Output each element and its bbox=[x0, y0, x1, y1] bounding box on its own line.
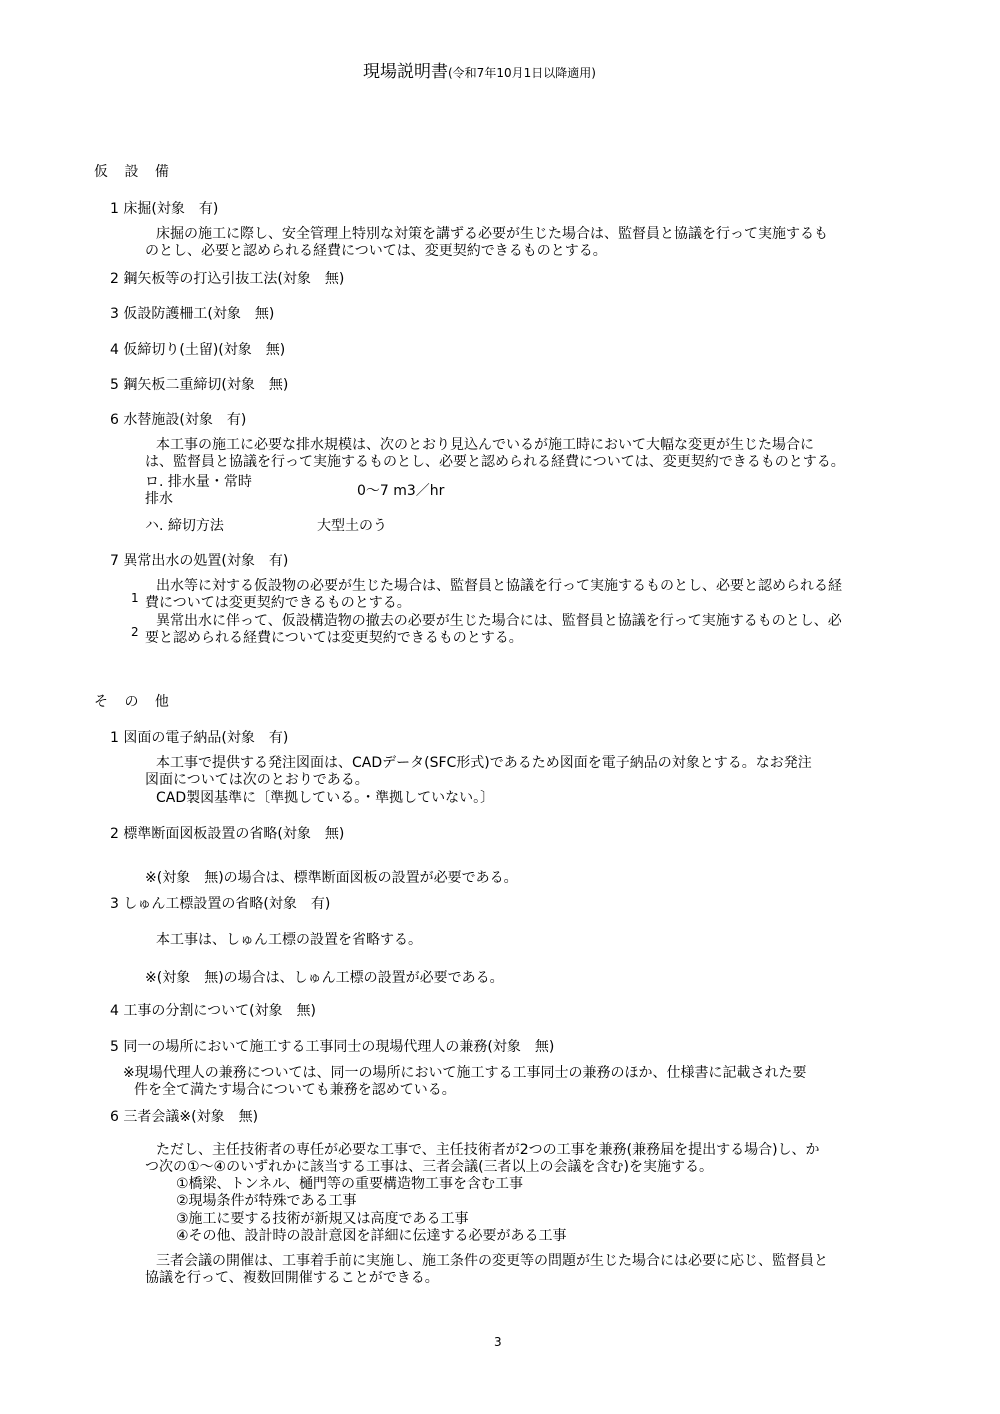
s2-item-6-list-4: ④その他、設計時の設計意図を詳細に伝達する必要がある工事 bbox=[176, 1228, 567, 1244]
item-1-text-line2: のとし、必要と認められる経費については、変更契約できるものとする。 bbox=[145, 243, 607, 259]
item-2-label: 2 鋼矢板等の打込引抜工法(対象 無) bbox=[110, 271, 345, 287]
s2-item-5-line1: ※現場代理人の兼務については、同一の場所において施工する工事同士の兼務のほか、仕様書に記載された要 bbox=[123, 1065, 807, 1081]
page-title bbox=[363, 64, 596, 82]
section-heading-kasetsubi: 仮 設 備 bbox=[94, 164, 175, 180]
title-main: 現場説明書 bbox=[363, 62, 448, 82]
s2-item-6-list-2: ②現場条件が特殊である工事 bbox=[176, 1193, 357, 1209]
s2-item-3-label: 3 しゅん工標設置の省略(対象 有) bbox=[110, 896, 331, 912]
title-note: (令和7年10月1日以降適用) bbox=[448, 66, 596, 80]
item-5-label: 5 鋼矢板二重締切(対象 無) bbox=[110, 377, 289, 393]
item-7-label: 7 異常出水の処置(対象 有) bbox=[110, 553, 289, 569]
item-6-text-line1: 本工事の施工に必要な排水規模は、次のとおり見込んでいるが施工時において大幅な変更が生じた場合に bbox=[156, 437, 814, 453]
s2-item-4-label: 4 工事の分割について(対象 無) bbox=[110, 1003, 317, 1019]
item-6-ha-label: ハ. 締切方法 bbox=[145, 518, 224, 534]
item-6-ha-value: 大型土のう bbox=[317, 518, 387, 534]
s2-item-6-label: 6 三者会議※(対象 無) bbox=[110, 1109, 259, 1125]
s2-item-1-line1: 本工事で提供する発注図面は、CADデータ(SFC形式)であるため図面を電子納品の対象とする。なお発注 bbox=[156, 755, 812, 771]
item-7-sub1-line1: 出水等に対する仮設物の必要が生じた場合は、監督員と協議を行って実施するものとし、必要と認められる経 bbox=[156, 578, 842, 594]
s2-item-2-label: 2 標準断面図板設置の省略(対象 無) bbox=[110, 826, 345, 842]
s2-item-3-line: 本工事は、しゅん工標の設置を省略する。 bbox=[156, 932, 422, 948]
s2-item-6-line2: つ次の①～④のいずれかに該当する工事は、三者会議(三者以上の会議を含む)を実施する。 bbox=[145, 1159, 714, 1175]
s2-item-6-list-1: ①橋梁、トンネル、樋門等の重要構造物工事を含む工事 bbox=[176, 1176, 524, 1192]
item-6-text-line2: は、監督員と協議を行って実施するものとし、必要と認められる経費については、変更契約できるものとする。 bbox=[145, 454, 845, 470]
s2-item-3-note: ※(対象 無)の場合は、しゅん工標の設置が必要である。 bbox=[145, 970, 504, 986]
item-6-label: 6 水替施設(対象 有) bbox=[110, 412, 247, 428]
item-6-ro-value: 0～7 m3／hr bbox=[357, 483, 445, 499]
s2-item-1-line2: 図面については次のとおりである。 bbox=[145, 772, 369, 788]
item-6-ro-label2: 排水 bbox=[145, 491, 173, 507]
item-1-label: 1 床掘(対象 有) bbox=[110, 201, 219, 217]
item-4-label: 4 仮締切り(土留)(対象 無) bbox=[110, 342, 286, 358]
s2-item-2-note: ※(対象 無)の場合は、標準断面図板の設置が必要である。 bbox=[145, 870, 518, 886]
item-7-sub2-number: 2 bbox=[131, 625, 139, 639]
item-7-sub2-line1: 異常出水に伴って、仮設構造物の撤去の必要が生じた場合には、監督員と協議を行って実施するものとし、必 bbox=[156, 613, 842, 629]
s2-item-6-closing-1: 三者会議の開催は、工事着手前に実施し、施工条件の変更等の問題が生じた場合には必要に応じ、監督員と bbox=[156, 1253, 828, 1269]
item-6-ro-label1: ロ. 排水量・常時 bbox=[145, 474, 252, 490]
s2-item-6-line1: ただし、主任技術者の専任が必要な工事で、主任技術者が2つの工事を兼務(兼務届を提出する場合)し、か bbox=[156, 1142, 820, 1158]
item-7-sub1-number: 1 bbox=[131, 591, 139, 605]
item-7-sub1-line2: 費については変更契約できるものとする。 bbox=[145, 595, 411, 611]
section-heading-sonota: そ の 他 bbox=[94, 694, 175, 710]
item-3-label: 3 仮設防護柵工(対象 無) bbox=[110, 306, 275, 322]
s2-item-6-closing-2: 協議を行って、複数回開催することができる。 bbox=[145, 1270, 439, 1286]
page-number: 3 bbox=[494, 1335, 502, 1349]
s2-item-5-label: 5 同一の場所において施工する工事同士の現場代理人の兼務(対象 無) bbox=[110, 1039, 555, 1055]
item-1-text-line1: 床掘の施工に際し、安全管理上特別な対策を講ずる必要が生じた場合は、監督員と協議を行って実施するも bbox=[156, 226, 828, 242]
item-7-sub2-line2: 要と認められる経費については変更契約できるものとする。 bbox=[145, 630, 523, 646]
s2-item-6-list-3: ③施工に要する技術が新規又は高度である工事 bbox=[176, 1211, 469, 1227]
s2-item-1-line3: CAD製図基準に〔準拠している。・準拠していない。〕 bbox=[156, 790, 495, 806]
s2-item-5-line2: 件を全て満たす場合についても兼務を認めている。 bbox=[134, 1082, 456, 1098]
s2-item-1-label: 1 図面の電子納品(対象 有) bbox=[110, 730, 289, 746]
